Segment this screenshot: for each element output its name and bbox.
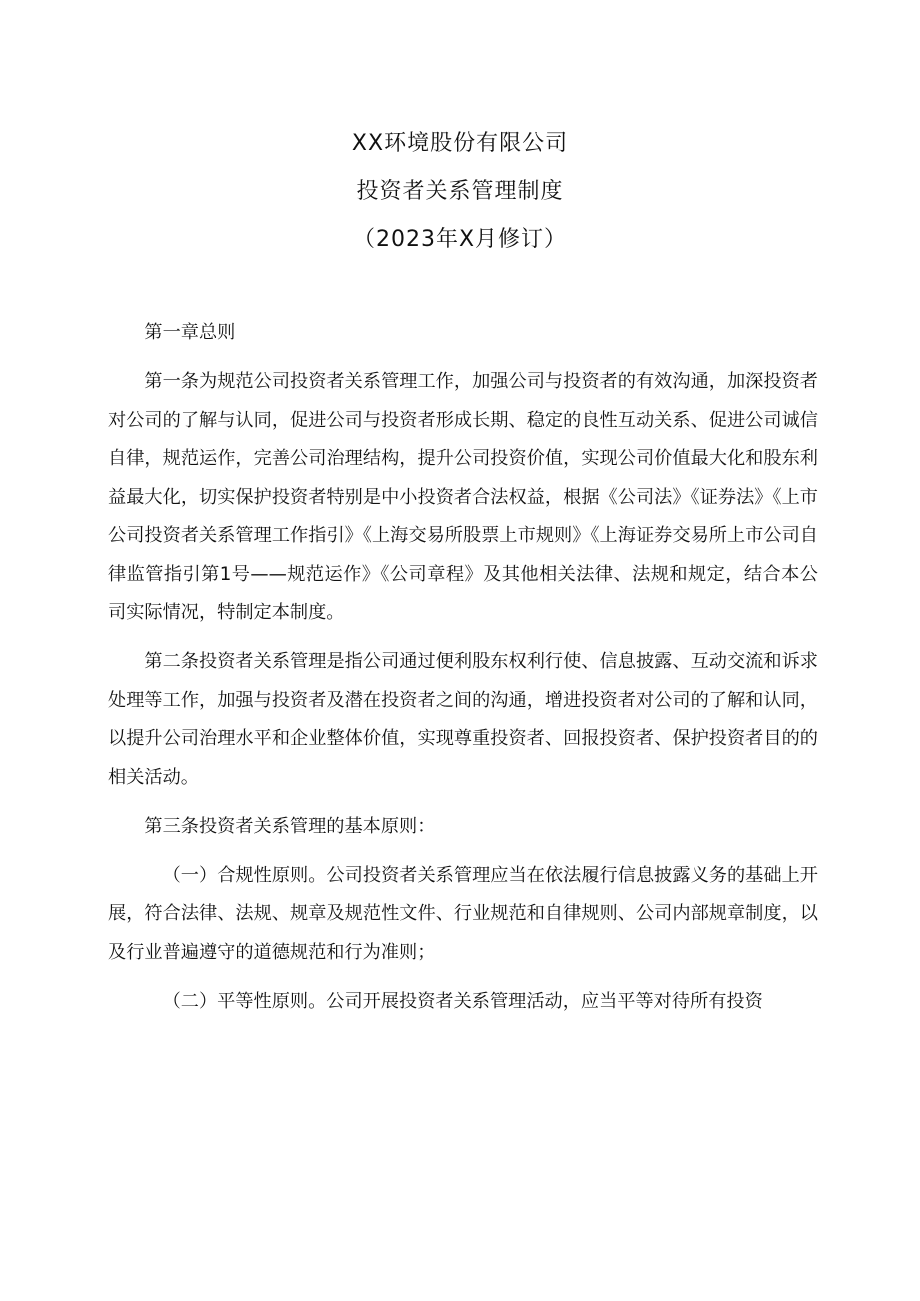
revision-note: （2023年X月修订） <box>352 227 568 252</box>
article-2-paragraph: 第二条投资者关系管理是指公司通过便利股东权利行使、信息披露、互动交流和诉求处理等工作，加强与投资者及潜在投资者之间的沟通，增进投资者对公司的了解和认同，以提升公司治理水平和企业整体价值，实现尊重投资者、回报投资者、保护投资者目的的相关活动。 <box>108 651 818 788</box>
principle-item-2: （二）平等性原则。公司开展投资者关系管理活动，应当平等对待所有投资 <box>162 990 763 1012</box>
document-body <box>108 314 818 1032</box>
principle-item-1: （一）合规性原则。公司投资者关系管理应当在依法履行信息披露义务的基础上开展，符合法律、法规、规章及规范性文件、行业规范和自律规则、公司内部规章制度，以及行业普遍遵守的道德规范和行为准则； <box>108 864 818 963</box>
chapter-heading: 第一章总则 <box>144 322 236 343</box>
document-title-block <box>0 120 920 264</box>
article-3-paragraph: 第三条投资者关系管理的基本原则： <box>144 815 436 837</box>
article-1-paragraph: 第一条为规范公司投资者关系管理工作，加强公司与投资者的有效沟通，加深投资者对公司的了解与认同，促进公司与投资者形成长期、稳定的良性互动关系、促进公司诚信自律，规范运作，完善公司治理结构，提升公司投资价值，实现公司价值最大化和股东利益最大化，切实保护投资者特别是中小投资者合法权益，根据《公司法》《证券法》《上市公司投资者关系管理工作指引》《上海交易所股票上市规则》《上海证券交易所上市公司自律监管指引第1号——规范运作》《公司章程》及其他相关法律、法规和规定，结合本公司实际情况，特制定本制度。 <box>108 371 818 623</box>
company-name: XX环境股份有限公司 <box>351 131 569 156</box>
document-name: 投资者关系管理制度 <box>356 179 564 204</box>
